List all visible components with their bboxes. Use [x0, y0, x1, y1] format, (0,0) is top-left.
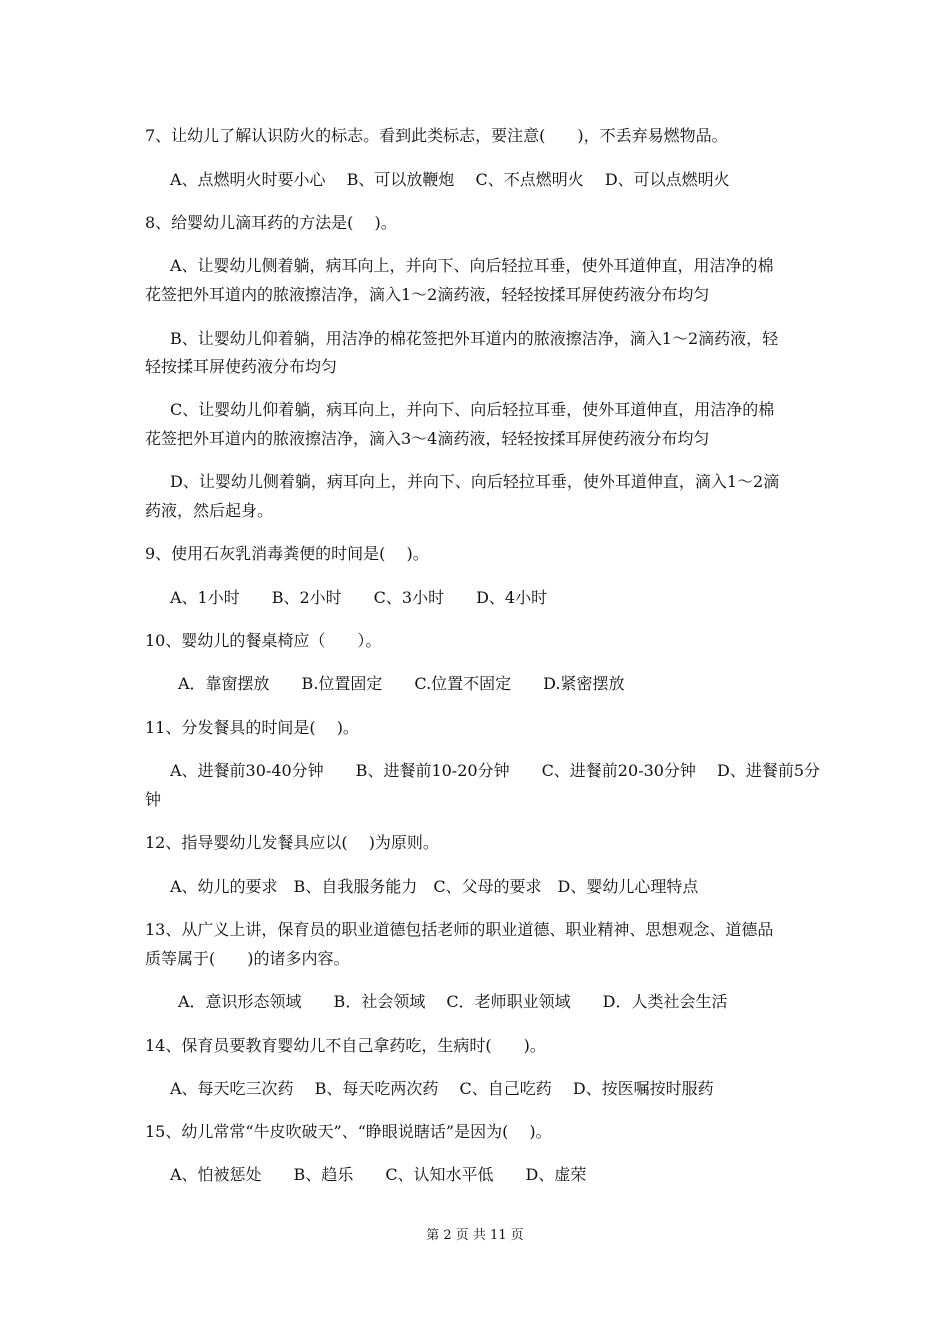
question-13-options: A．意识形态领域 B．社会领域 C．老师职业领域 D．人类社会生活 — [178, 992, 728, 1011]
question-8-option-c-line1: C、让婴幼儿仰着躺，病耳向上，并向下、向后轻拉耳垂，使外耳道伸直，用洁净的棉 — [170, 400, 775, 419]
question-8-option-d-line1: D、让婴幼儿侧着躺，病耳向上，并向下、向后轻拉耳垂，使外耳道伸直，滴入1～2滴 — [170, 472, 780, 491]
question-8-option-a-line2: 花签把外耳道内的脓液擦洁净，滴入1～2滴药液，轻轻按揉耳屏使药液分布均匀 — [145, 285, 710, 304]
question-14-options: A、每天吃三次药 B、每天吃两次药 C、自己吃药 D、按医嘱按时服药 — [170, 1079, 714, 1098]
question-12: 12、指导婴幼儿发餐具应以( )为原则。 — [145, 833, 439, 852]
question-9-options: A、1小时 B、2小时 C、3小时 D、4小时 — [170, 588, 548, 607]
question-7-options: A、点燃明火时要小心 B、可以放鞭炮 C、不点燃明火 D、可以点燃明火 — [170, 170, 730, 189]
question-8-option-b-line1: B、让婴幼儿仰着躺，用洁净的棉花签把外耳道内的脓液擦洁净，滴入1～2滴药液，轻 — [170, 329, 779, 348]
question-11-options-line1: A、进餐前30-40分钟 B、进餐前10-20分钟 C、进餐前20-30分钟 D、进餐前5分 — [170, 761, 821, 780]
question-8: 8、给婴幼儿滴耳药的方法是( )。 — [145, 213, 397, 232]
question-15: 15、幼儿常常“牛皮吹破天”、“睁眼说瞎话”是因为( )。 — [145, 1122, 552, 1141]
question-8-option-d-line2: 药液，然后起身。 — [145, 501, 274, 520]
question-8-option-c-line2: 花签把外耳道内的脓液擦洁净，滴入3～4滴药液，轻轻按揉耳屏使药液分布均匀 — [145, 429, 710, 448]
question-10: 10、婴幼儿的餐桌椅应（ ）。 — [145, 631, 382, 650]
question-13-line1: 13、从广义上讲，保育员的职业道德包括老师的职业道德、职业精神、思想观念、道德品 — [145, 920, 774, 939]
question-11: 11、分发餐具的时间是( )。 — [145, 718, 359, 737]
page-footer: 第 2 页 共 11 页 — [426, 1228, 524, 1243]
question-8-option-a-line1: A、让婴幼儿侧着躺，病耳向上，并向下、向后轻拉耳垂，使外耳道伸直，用洁净的棉 — [170, 256, 774, 275]
question-9: 9、使用石灰乳消毒粪便的时间是( )。 — [145, 544, 429, 563]
question-11-options-line2: 钟 — [145, 790, 162, 809]
question-14: 14、保育员要教育婴幼儿不自己拿药吃，生病时( )。 — [145, 1036, 546, 1055]
question-13-line2: 质等属于( )的诸多内容。 — [145, 949, 350, 968]
question-12-options: A、幼儿的要求 B、自我服务能力 C、父母的要求 D、婴幼儿心理特点 — [170, 877, 699, 896]
question-10-options: A．靠窗摆放 B.位置固定 C.位置不固定 D.紧密摆放 — [178, 674, 625, 693]
question-15-options: A、怕被惩处 B、趋乐 C、认知水平低 D、虚荣 — [170, 1165, 587, 1184]
question-7: 7、让幼儿了解认识防火的标志。看到此类标志，要注意( )，不丢弃易燃物品。 — [145, 126, 728, 145]
question-8-option-b-line2: 轻按揉耳屏使药液分布均匀 — [145, 357, 338, 376]
